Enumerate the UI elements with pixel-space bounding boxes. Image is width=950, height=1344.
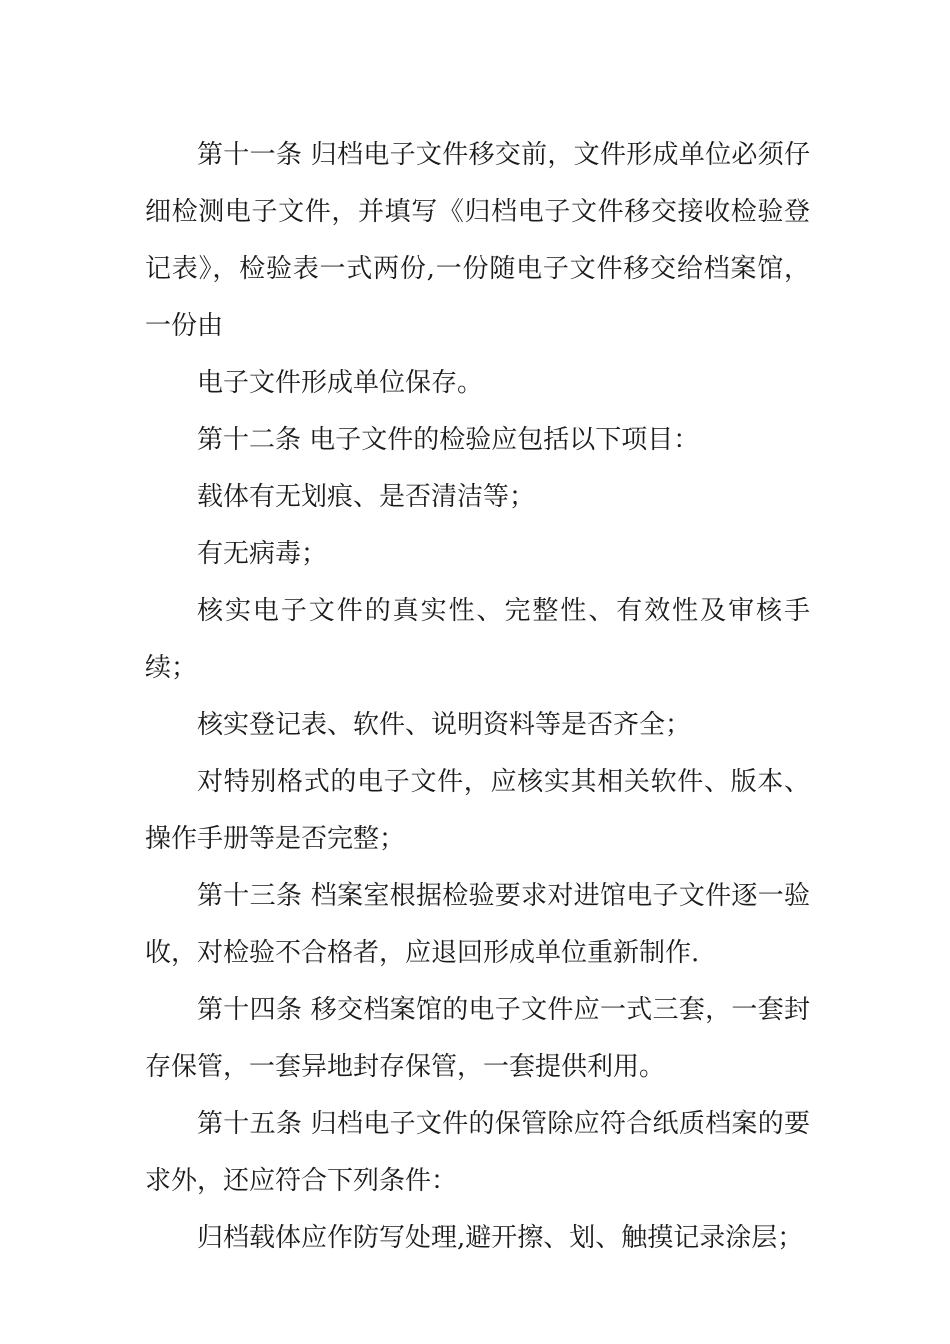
paragraph-article-14: 第十四条 移交档案馆的电子文件应一式三套，一套封存保管，一套异地封存保管，一套提供利用。 bbox=[145, 995, 810, 1082]
paragraph-item-write-protect: 归档载体应作防写处理,避开擦、划、触摸记录涂层； bbox=[197, 1223, 804, 1253]
paragraph-article-15: 第十五条 归档电子文件的保管除应符合纸质档案的要求外，还应符合下列条件： bbox=[145, 1109, 810, 1196]
paragraph-item-special-format: 对特别格式的电子文件，应核实其相关软件、版本、操作手册等是否完整； bbox=[145, 767, 810, 854]
paragraph-article-13: 第十三条 档案室根据检验要求对进馆电子文件逐一验收，对检验不合格者，应退回形成单位重新制作. bbox=[145, 881, 810, 968]
paragraph-article-11-continued: 电子文件形成单位保存。 bbox=[197, 368, 484, 398]
paragraph-article-11: 第十一条 归档电子文件移交前，文件形成单位必须仔细检测电子文件，并填写《归档电子文件移交接收检验登记表》，检验表一式两份,一份随电子文件移交给档案馆，一份由 bbox=[145, 140, 810, 341]
document-body bbox=[145, 127, 810, 1267]
paragraph-item-virus: 有无病毒； bbox=[197, 539, 328, 569]
paragraph-item-carrier: 载体有无划痕、是否清洁等； bbox=[197, 482, 536, 512]
paragraph-item-authenticity: 核实电子文件的真实性、完整性、有效性及审核手续； bbox=[145, 596, 810, 683]
paragraph-item-registration: 核实登记表、软件、说明资料等是否齐全； bbox=[197, 710, 692, 740]
paragraph-article-12: 第十二条 电子文件的检验应包括以下项目： bbox=[197, 425, 700, 455]
